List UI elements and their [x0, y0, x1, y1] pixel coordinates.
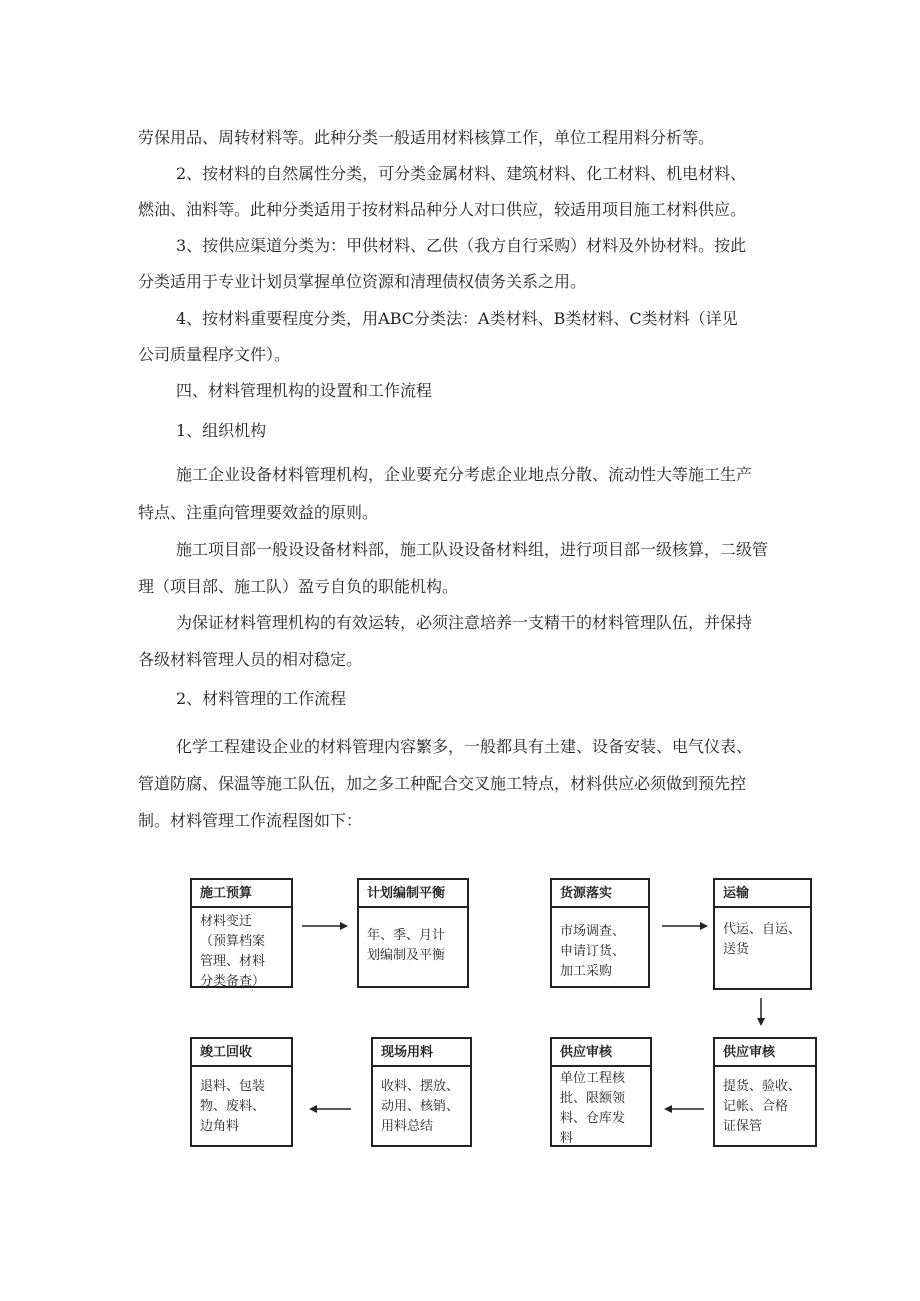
flow-box-supply-audit-left: [550, 1037, 652, 1147]
flow-box-title: 供应审核: [552, 1039, 650, 1067]
flow-box-title: 货源落实: [552, 880, 648, 908]
text-line: 理（项目部、施工队）盈亏自负的职能机构。: [138, 577, 459, 596]
flow-box-source-supply: [550, 878, 650, 988]
arrow-left-icon: [307, 1101, 353, 1117]
flow-box-body: 年、季、月计 划编制及平衡: [367, 928, 446, 963]
text-line: 3、按供应渠道分类为：甲供材料、乙供（我方自行采购）材料及外协材料。按此: [176, 236, 747, 255]
text-line: 各级材料管理人员的相对稳定。: [138, 650, 363, 669]
text-line: 公司质量程序文件）。: [138, 345, 291, 364]
flow-box-construction-budget: [190, 878, 293, 988]
section-heading: 四、材料管理机构的设置和工作流程: [176, 381, 433, 400]
subsection-heading: 1、组织机构: [176, 421, 267, 440]
flow-box-completion-recovery: [190, 1037, 293, 1147]
text-line: 为保证材料管理机构的有效运转，必须注意培养一支精干的材料管理队伍，并保持: [176, 613, 753, 632]
arrow-right-icon: [300, 918, 350, 934]
text-line: 2、按材料的自然属性分类，可分类金属材料、建筑材料、化工材料、机电材料、: [176, 164, 747, 183]
text-line: 分类适用于专业计划员掌握单位资源和清理债权债务关系之用。: [138, 272, 587, 291]
text-line: 劳保用品、周转材料等。此种分类一般适用材料核算工作，单位工程用料分析等。: [138, 128, 715, 147]
arrow-down-icon: [753, 996, 769, 1028]
flow-box-body: 提货、验收、 记帐、合格 证保管: [723, 1079, 802, 1134]
text-line: 制。材料管理工作流程图如下：: [138, 811, 363, 830]
flow-box-body: 代运、自运、 送货: [723, 922, 802, 957]
flow-box-body: 收料、摆放、 动用、核销、 用料总结: [381, 1079, 460, 1134]
flow-box-transport: [713, 878, 812, 990]
flow-box-title: 竣工回收: [192, 1039, 291, 1067]
flow-box-body: 材料变迁 （预算档案 管理、材料 分类备查）: [200, 914, 266, 989]
text-line: 特点、注重向管理要效益的原则。: [138, 503, 379, 522]
flow-box-body: 单位工程核 批、限额领 料、仓库发 料: [560, 1071, 626, 1146]
text-line: 4、按材料重要程度分类，用ABC分类法：A类材料、B类材料、C类材料（详见: [176, 309, 738, 328]
flow-box-plan-balance: [357, 878, 469, 988]
flow-box-title: 运输: [715, 880, 810, 908]
flow-box-title: 计划编制平衡: [359, 880, 467, 908]
flow-box-title: 现场用料: [373, 1039, 470, 1067]
arrow-right-icon: [660, 918, 710, 934]
subsection-heading: 2、材料管理的工作流程: [176, 689, 347, 708]
text-line: 化学工程建设企业的材料管理内容繁多，一般都具有土建、设备安装、电气仪表、: [176, 737, 753, 756]
flow-box-title: 供应审核: [715, 1039, 815, 1067]
flow-box-supply-audit-right: [713, 1037, 817, 1147]
text-line: 施工项目部一般设设备材料部，施工队设设备材料组，进行项目部一级核算，二级管: [176, 540, 769, 559]
flow-box-body: 市场调查、 申请订货、 加工采购: [560, 924, 626, 979]
text-line: 燃油、油料等。此种分类适用于按材料品种分人对口供应，较适用项目施工材料供应。: [138, 200, 747, 219]
text-line: 管道防腐、保温等施工队伍，加之多工种配合交叉施工特点，材料供应必须做到预先控: [138, 774, 747, 793]
flow-box-title: 施工预算: [192, 880, 291, 908]
flow-box-body: 退料、包装 物、废料、 边角料: [200, 1079, 266, 1134]
flow-box-site-material: [371, 1037, 472, 1147]
text-line: 施工企业设备材料管理机构，企业要充分考虑企业地点分散、流动性大等施工生产: [176, 465, 753, 484]
arrow-left-icon: [662, 1101, 706, 1117]
